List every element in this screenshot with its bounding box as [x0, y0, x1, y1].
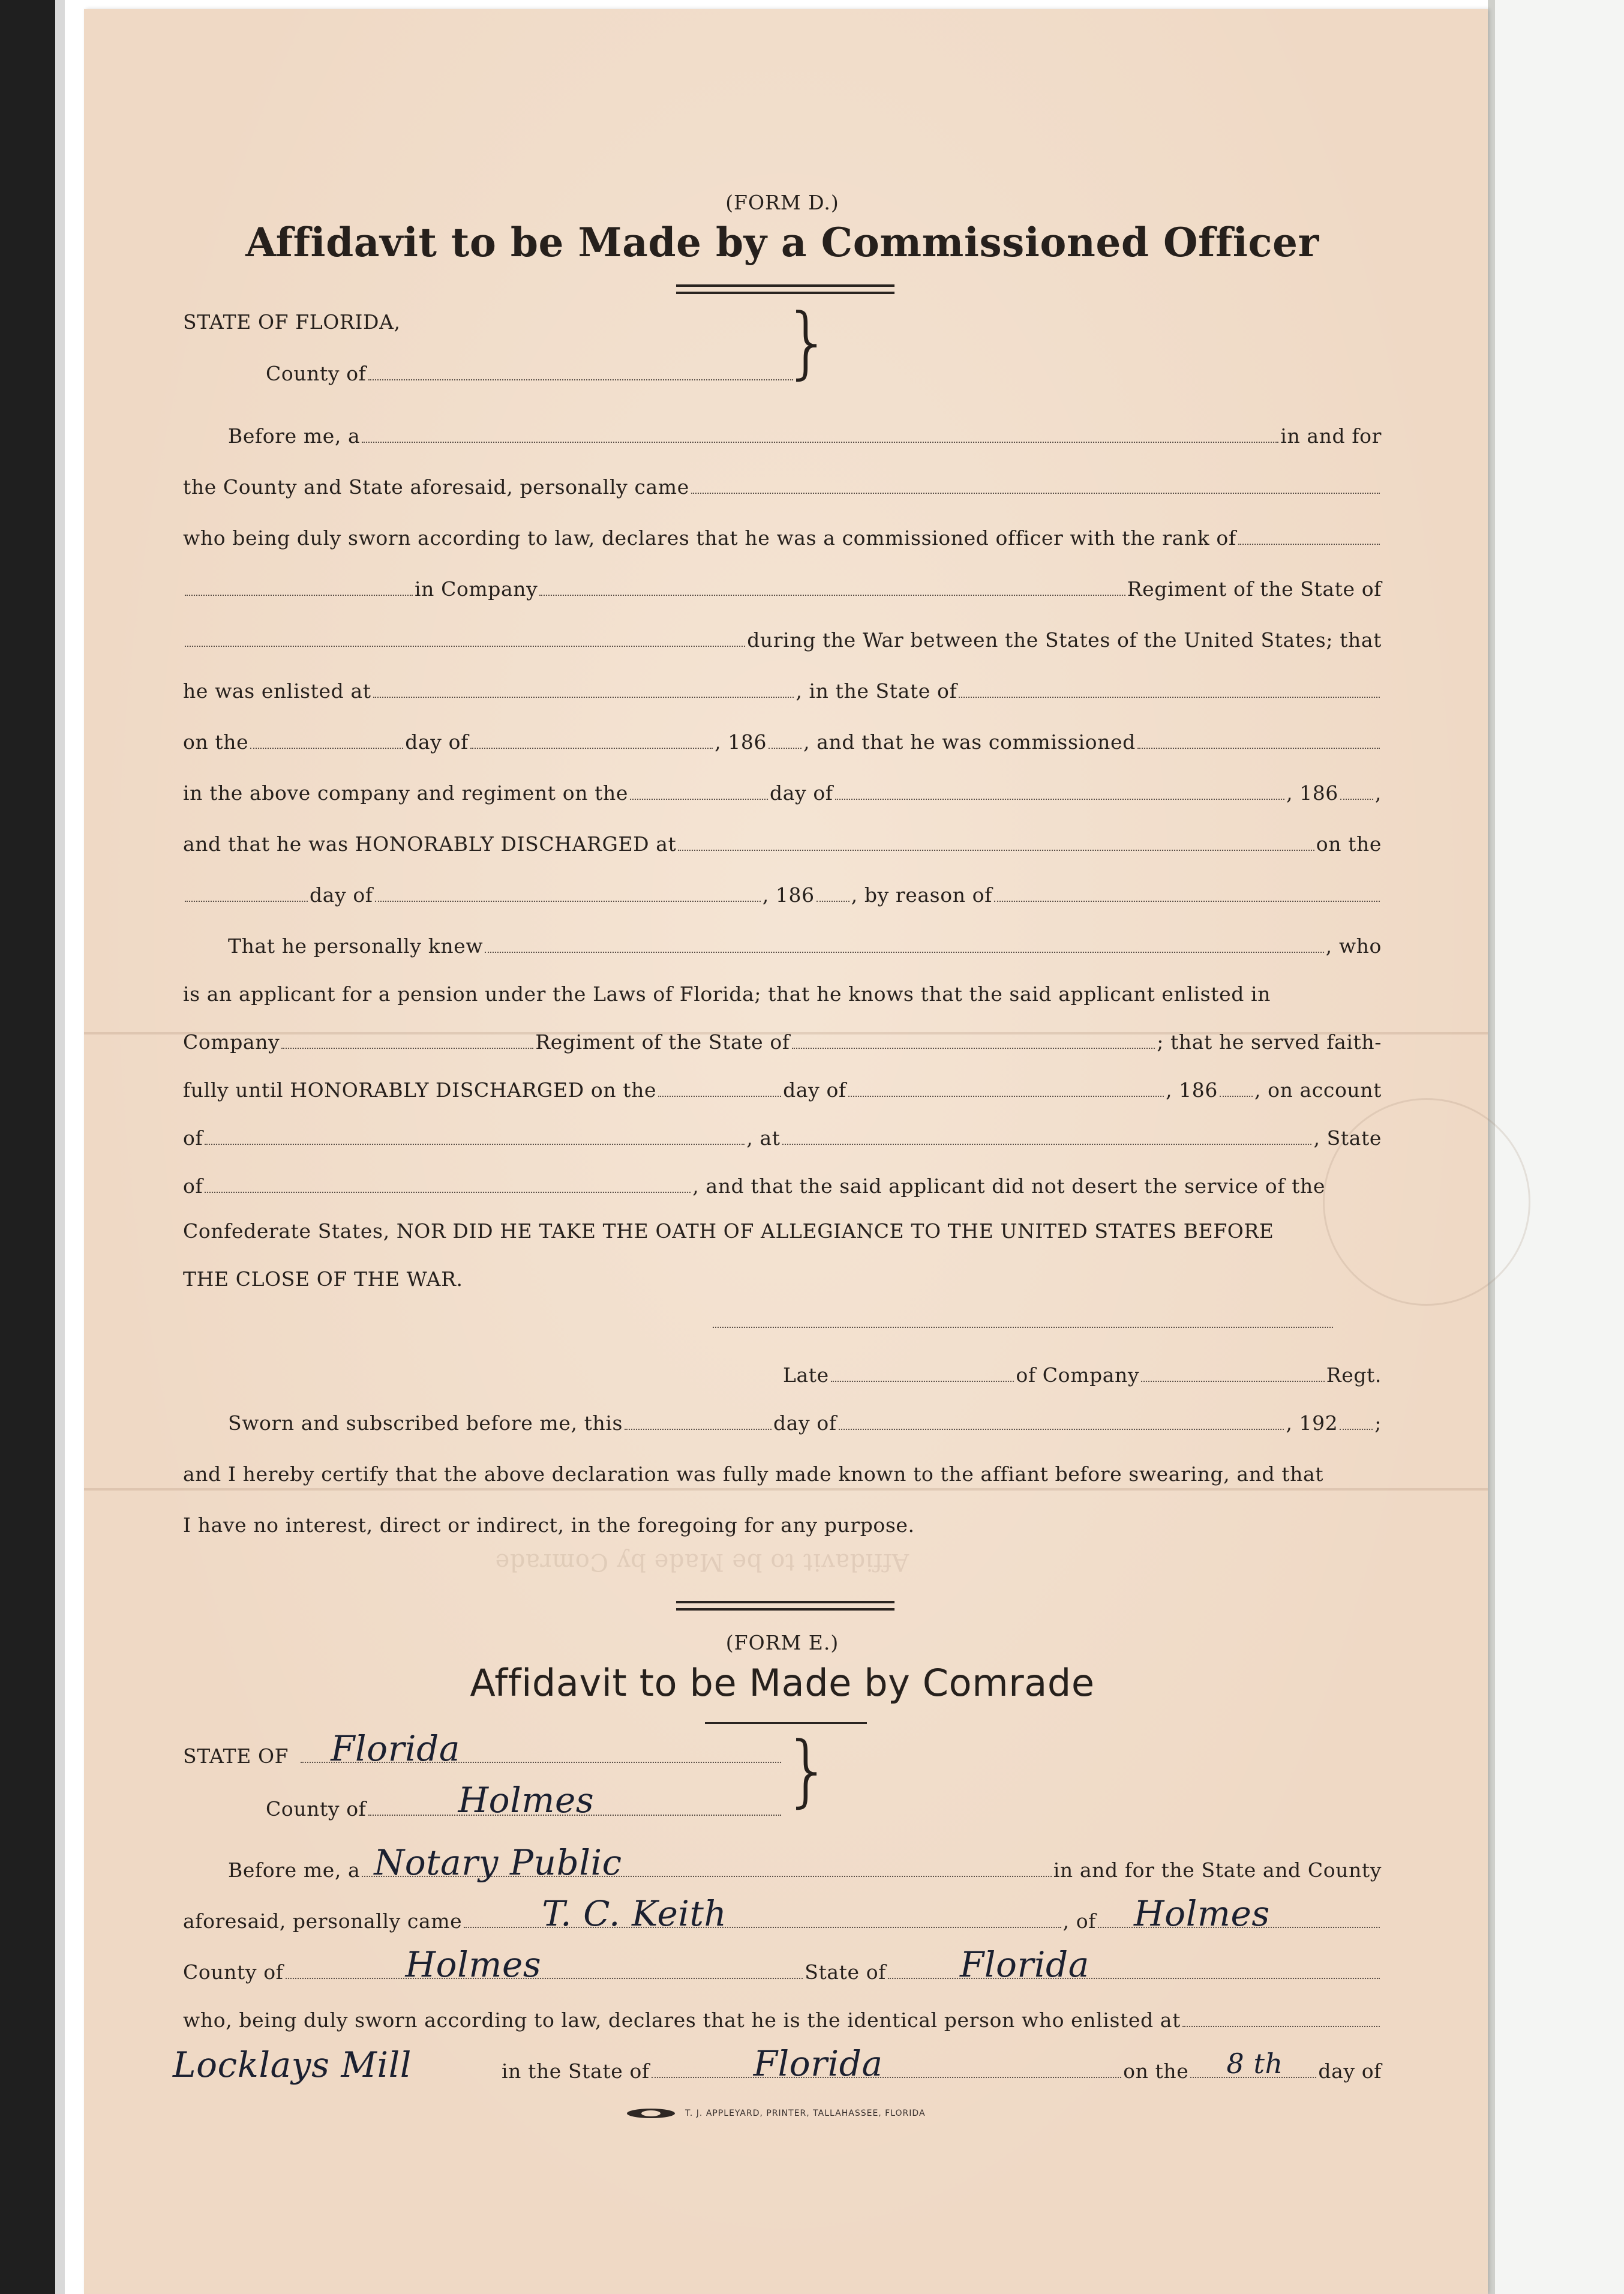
- form-d-line-14: [183, 1074, 1382, 1102]
- certify-line-1: [183, 1458, 1382, 1486]
- text: on the: [1123, 2059, 1189, 2083]
- text: the County and State aforesaid, personally came: [183, 475, 689, 499]
- state2-handwritten-value: Florida: [960, 1944, 1089, 1985]
- county-line: [183, 358, 795, 385]
- form-d-line-1: [183, 420, 1382, 448]
- enlisted-place-blank[interactable]: [373, 697, 794, 698]
- form-d-line-6: [183, 675, 1382, 703]
- text: , on account: [1254, 1078, 1382, 1102]
- month-blank[interactable]: [470, 748, 713, 749]
- text: , 186: [762, 883, 815, 907]
- officer-handwritten-value: Notary Public: [374, 1842, 622, 1883]
- day-blank[interactable]: [658, 1096, 781, 1097]
- applicant-blank[interactable]: [485, 952, 1323, 953]
- county-label: County of: [266, 362, 367, 385]
- text: ; that he served faith-: [1157, 1030, 1382, 1054]
- state-blank[interactable]: [792, 1048, 1155, 1049]
- text: County of: [183, 1960, 284, 1984]
- county2-handwritten-value: Holmes: [405, 1944, 542, 1985]
- day-blank[interactable]: [185, 901, 308, 902]
- text: in and for the State and County: [1053, 1858, 1382, 1882]
- form-d-label: (FORM D.): [725, 191, 839, 214]
- day-blank[interactable]: [630, 799, 768, 800]
- printer-logo-icon: [624, 2107, 678, 2119]
- text: State of: [805, 1960, 886, 1984]
- state-handwritten-value: Florida: [331, 1728, 461, 1769]
- text: day of: [310, 883, 373, 907]
- text: day of: [783, 1078, 846, 1102]
- enlisted-field[interactable]: [1182, 2026, 1380, 2027]
- form-d-line-18: [183, 1263, 1382, 1291]
- text: day of: [770, 781, 833, 805]
- text: Regiment of the State of: [535, 1030, 790, 1054]
- form-d-line-3: [183, 522, 1382, 550]
- text: I have no interest, direct or indirect, in the foregoing for any purpose.: [183, 1513, 915, 1537]
- county-field[interactable]: [368, 1780, 782, 1821]
- state3-field[interactable]: [652, 2043, 1121, 2084]
- text: , 186: [1165, 1078, 1218, 1102]
- text: fully until HONORABLY DISCHARGED on the: [183, 1078, 657, 1102]
- at-blank[interactable]: [782, 1144, 1312, 1145]
- text: , by reason of: [851, 883, 992, 907]
- brace-icon: }: [783, 296, 833, 388]
- printer-text: T. J. APPLEYARD, PRINTER, TALLAHASSEE, FLORIDA: [685, 2109, 926, 2118]
- company-blank[interactable]: [281, 1048, 533, 1049]
- year-blank[interactable]: [1340, 1429, 1373, 1430]
- year-blank[interactable]: [769, 748, 802, 749]
- signature-blank[interactable]: [713, 1327, 1333, 1328]
- text: , who: [1325, 934, 1382, 958]
- of-field[interactable]: [1098, 1893, 1380, 1934]
- text: during the War between the States of the United States; that: [747, 628, 1382, 652]
- day-blank[interactable]: [250, 748, 403, 749]
- form-e-place-line: [173, 2043, 1382, 2085]
- text: he was enlisted at: [183, 679, 371, 703]
- title-rule: [676, 292, 894, 294]
- form-d-line-7: [183, 726, 1382, 754]
- title-underline: [705, 1722, 867, 1724]
- text: Confederate States, NOR DID HE TAKE THE OATH OF ALLEGIANCE TO THE UNITED STATES BEFORE: [183, 1219, 1274, 1243]
- text: in Company: [415, 577, 538, 601]
- text: who, being duly sworn according to law, declares that he is the identical person who enlisted at: [183, 2008, 1181, 2032]
- form-e-county-line: [183, 1780, 783, 1821]
- text: , 186: [715, 730, 767, 754]
- text: That he personally knew: [228, 934, 484, 958]
- company-blank[interactable]: [1141, 1381, 1325, 1382]
- text: , and that the said applicant did not desert the service of the: [692, 1174, 1325, 1198]
- form-d-line-17: [183, 1215, 1382, 1243]
- text: day of: [1318, 2059, 1382, 2083]
- text: aforesaid, personally came: [183, 1909, 463, 1933]
- place-field[interactable]: [173, 2044, 500, 2085]
- form-e-before-line: [183, 1842, 1382, 1883]
- signature-line: [711, 1305, 1335, 1333]
- form-e-state-line: [183, 1728, 783, 1769]
- text: Before me, a: [228, 424, 361, 448]
- text: day of: [773, 1411, 837, 1435]
- form-d-line-11: [183, 930, 1382, 958]
- reason-blank[interactable]: [994, 901, 1380, 902]
- commissioned-blank[interactable]: [1137, 748, 1380, 749]
- rank-blank-2[interactable]: [185, 595, 413, 596]
- text: Sworn and subscribed before me, this: [228, 1411, 623, 1435]
- form-d-line-10: [183, 879, 1382, 907]
- text: is an applicant for a pension under the Laws of Florida; that he knows that the said applicant enlisted in: [183, 982, 1271, 1006]
- officer-blank[interactable]: [362, 442, 1278, 443]
- enlisted-state-blank[interactable]: [959, 697, 1380, 698]
- text: ,: [1374, 781, 1382, 805]
- form-d-line-4: [183, 573, 1382, 601]
- text: , at: [746, 1126, 781, 1150]
- text: in the State of: [502, 2059, 650, 2083]
- bleed-through-text: Affidavit to be Made by Comrade: [495, 1548, 909, 1576]
- form-d-title: Affidavit to be Made by a Commissioned Officer: [245, 219, 1319, 266]
- discharge-place-blank[interactable]: [678, 850, 1314, 851]
- text: and that he was HONORABLY DISCHARGED at: [183, 832, 677, 856]
- text: County of: [266, 1797, 367, 1821]
- certify-line-2: [183, 1509, 1382, 1537]
- year-blank[interactable]: [816, 901, 849, 902]
- state-blank[interactable]: [205, 1192, 691, 1193]
- title-rule: [676, 284, 894, 287]
- form-e-title: Affidavit to be Made by Comrade: [470, 1661, 1095, 1705]
- text: , of: [1062, 1909, 1096, 1933]
- form-d-line-2: [183, 471, 1382, 499]
- county2-field[interactable]: [286, 1944, 803, 1985]
- form-d-line-16: [183, 1170, 1382, 1198]
- text: , 192: [1286, 1411, 1338, 1435]
- form-e-sworn-line: [183, 2004, 1382, 2032]
- form-d-line-9: [183, 828, 1382, 856]
- scan-left-edge: [0, 0, 65, 2294]
- place-handwritten-value: Locklays Mill: [173, 2044, 412, 2085]
- text: , and that he was commissioned: [803, 730, 1136, 754]
- text: in the above company and regiment on the: [183, 781, 628, 805]
- person-blank[interactable]: [691, 493, 1380, 494]
- form-d-line-12: [183, 978, 1382, 1006]
- text: and I hereby certify that the above declaration was fully made known to the affiant before swearing, and that: [183, 1462, 1324, 1486]
- rank-blank[interactable]: [1238, 544, 1380, 545]
- state-of-florida-label: STATE OF FLORIDA,: [183, 310, 401, 334]
- person-field[interactable]: [464, 1893, 1061, 1934]
- text: Before me, a: [228, 1858, 361, 1882]
- text: , State: [1313, 1126, 1382, 1150]
- text: of Company: [1016, 1363, 1140, 1387]
- brace-icon: }: [783, 1725, 833, 1816]
- printer-imprint: [624, 2107, 926, 2119]
- county-blank[interactable]: [368, 379, 794, 380]
- text: of: [183, 1174, 203, 1198]
- text: who being duly sworn according to law, declares that he was a commissioned officer with the rank of: [183, 526, 1236, 550]
- paper-fold: [84, 1488, 1488, 1491]
- text: day of: [405, 730, 469, 754]
- account-blank[interactable]: [205, 1144, 745, 1145]
- form-d-line-13: [183, 1026, 1382, 1054]
- form-d-line-8: [183, 777, 1382, 805]
- officer-field[interactable]: [362, 1842, 1051, 1883]
- year-blank[interactable]: [1220, 1096, 1253, 1097]
- form-e-rule: [676, 1608, 894, 1611]
- state-field[interactable]: [301, 1728, 781, 1769]
- sworn-line: [183, 1407, 1382, 1435]
- state3-handwritten-value: Florida: [753, 2043, 883, 2084]
- text: , 186: [1286, 781, 1338, 805]
- text: Regiment of the State of: [1127, 577, 1382, 601]
- month-blank[interactable]: [375, 901, 761, 902]
- form-e-rule: [676, 1601, 894, 1603]
- person-handwritten-value: T. C. Keith: [542, 1893, 727, 1934]
- form-e-aforesaid-line: [183, 1893, 1382, 1934]
- text: in and for: [1280, 424, 1382, 448]
- company-blank[interactable]: [539, 595, 1125, 596]
- form-d-line-5: [183, 624, 1382, 652]
- text: Late: [783, 1363, 829, 1387]
- day-handwritten-value: 8 th: [1226, 2047, 1283, 2080]
- text: STATE OF: [183, 1744, 289, 1768]
- day-field[interactable]: [1190, 2047, 1316, 2080]
- text: of: [183, 1126, 203, 1150]
- month-blank[interactable]: [848, 1096, 1164, 1097]
- text: on the: [1316, 832, 1382, 856]
- text: Company: [183, 1030, 280, 1054]
- year-blank[interactable]: [1340, 799, 1373, 800]
- county-handwritten-value: Holmes: [458, 1780, 595, 1821]
- state-line: [183, 306, 783, 334]
- text: Regt.: [1326, 1363, 1382, 1387]
- month-blank[interactable]: [835, 799, 1284, 800]
- text: THE CLOSE OF THE WAR.: [183, 1267, 463, 1291]
- text: ;: [1374, 1411, 1382, 1435]
- state2-field[interactable]: [888, 1944, 1380, 1985]
- form-e-county2-line: [183, 1944, 1382, 1985]
- text: , in the State of: [796, 679, 957, 703]
- month-blank[interactable]: [839, 1429, 1284, 1430]
- form-e-label: (FORM E.): [725, 1631, 839, 1654]
- day-blank[interactable]: [625, 1429, 772, 1430]
- state-blank[interactable]: [185, 646, 745, 647]
- late-blank[interactable]: [831, 1381, 1014, 1382]
- text: on the: [183, 730, 249, 754]
- form-d-line-15: [183, 1122, 1382, 1150]
- late-line: [783, 1359, 1382, 1387]
- of-handwritten-value: Holmes: [1134, 1893, 1270, 1934]
